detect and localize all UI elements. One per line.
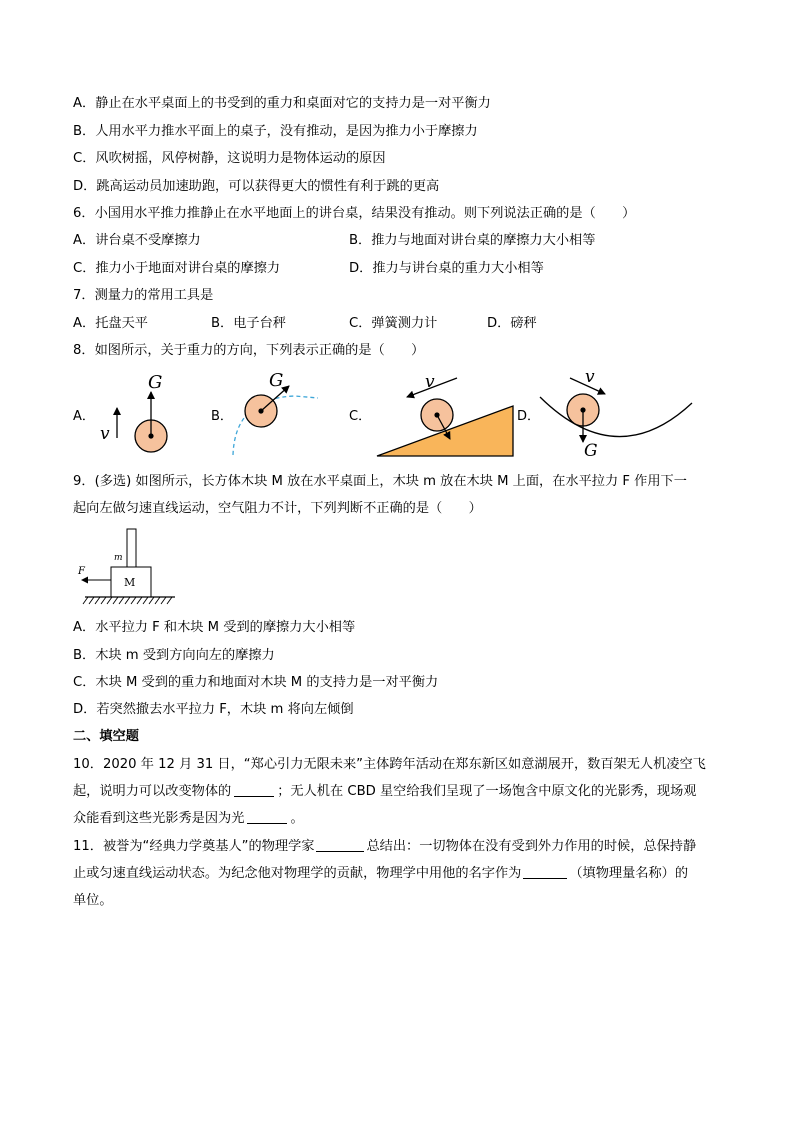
q8-label-c: C． xyxy=(349,409,372,424)
q11-blank-1[interactable] xyxy=(316,839,364,852)
q8-figure-d xyxy=(540,367,692,460)
q5-option-d: D．跳高运动员加速助跑，可以获得更大的惯性有利于跳的更高 xyxy=(73,179,440,194)
q11-text-2b: （填物理量名称）的 xyxy=(569,866,689,881)
q9-option-c: C．木块 M 受到的重力和地面对木块 M 的支持力是一对平衡力 xyxy=(73,675,439,690)
block-m xyxy=(127,529,136,567)
q6-option-d: D．推力与讲台桌的重力大小相等 xyxy=(349,261,544,276)
q9-option-b: B．木块 m 受到方向向左的摩擦力 xyxy=(73,648,275,663)
q11-text-1a: 11．被誉为“经典力学奠基人”的物理学家 xyxy=(73,839,315,854)
q10-line3 xyxy=(73,810,304,828)
q8-figures xyxy=(0,360,794,460)
velocity-symbol: v xyxy=(425,372,435,392)
q11-blank-2[interactable] xyxy=(523,866,567,879)
q5-option-a: A．静止在水平桌面上的书受到的重力和桌面对它的支持力是一对平衡力 xyxy=(73,96,491,111)
gravity-symbol: G xyxy=(148,372,163,393)
q9-option-d: D．若突然撤去水平拉力 F，木块 m 将向左倾倒 xyxy=(73,702,354,717)
q10-text-3b: 。 xyxy=(290,811,304,826)
q11-text-1b: 总结出：一切物体在没有受到外力作用的时候，总保持静 xyxy=(366,839,697,854)
force-symbol: F xyxy=(78,566,85,577)
q9-stem-line2: 起向左做匀速直线运动，空气阻力不计，下列判断不正确的是（ ） xyxy=(73,501,482,516)
q9-figure xyxy=(70,525,190,610)
q8-figure-b xyxy=(233,370,318,455)
q11-text-2a: 止或匀速直线运动状态。为纪念他对物理学的贡献，物理学中用他的名字作为 xyxy=(73,866,522,881)
q6-option-c: C．推力小于地面对讲台桌的摩擦力 xyxy=(73,261,281,276)
block-big-m-label: M xyxy=(124,576,136,589)
q9-option-a: A．水平拉力 F 和木块 M 受到的摩擦力大小相等 xyxy=(73,620,356,635)
velocity-symbol: v xyxy=(100,424,110,444)
q8-stem: 8．如图所示，关于重力的方向，下列表示正确的是（ ） xyxy=(73,343,425,358)
q5-option-b: B．人用水平力推水平面上的桌子，没有推动，是因为推力小于摩擦力 xyxy=(73,124,478,139)
q9-stem-line1: 9．(多选) 如图所示，长方体木块 M 放在水平桌面上，木块 m 放在木块 M 上面，在水平拉力 F 作用下一 xyxy=(73,474,687,489)
section-heading: 二、填空题 xyxy=(73,729,139,744)
q11-line1 xyxy=(73,838,696,856)
q7-option-b: B．电子台秤 xyxy=(211,316,286,331)
q10-blank-1[interactable] xyxy=(234,784,274,797)
q8-label-a: A． xyxy=(73,409,95,424)
q10-line1: 10．2020 年 12 月 31 日，“郑心引力无限未来”主体跨年活动在郑东新区如意湖展开，数百架无人机凌空飞 xyxy=(73,757,706,772)
q8-figure-c xyxy=(377,372,513,456)
q10-text-3a: 众能看到这些光影秀是因为光 xyxy=(73,811,245,826)
gravity-symbol: G xyxy=(269,370,284,391)
q8-label-d: D． xyxy=(517,409,541,424)
q10-blank-2[interactable] xyxy=(247,811,287,824)
q10-text-2b: ；无人机在 CBD 星空给我们呈现了一场饱含中原文化的光影秀，现场观 xyxy=(277,784,697,799)
q6-stem: 6．小国用水平推力推静止在水平地面上的讲台桌，结果没有推动。则下列说法正确的是（ ） xyxy=(73,206,636,221)
q5-option-c: C．风吹树摇，风停树静，这说明力是物体运动的原因 xyxy=(73,151,386,166)
block-m-label: m xyxy=(114,553,123,563)
q11-line3: 单位。 xyxy=(73,893,113,908)
gravity-symbol: G xyxy=(584,441,598,460)
q10-text-2a: 起，说明力可以改变物体的 xyxy=(73,784,232,799)
q6-option-a: A．讲台桌不受摩擦力 xyxy=(73,233,201,248)
q7-stem: 7．测量力的常用工具是 xyxy=(73,288,214,303)
ground-hatch xyxy=(83,597,172,604)
q6-option-b: B．推力与地面对讲台桌的摩擦力大小相等 xyxy=(349,233,596,248)
q11-line2 xyxy=(73,865,688,883)
q7-option-c: C．弹簧测力计 xyxy=(349,316,438,331)
q7-option-d: D．磅秤 xyxy=(487,316,537,331)
q8-label-b: B． xyxy=(211,409,233,424)
q10-line2 xyxy=(73,783,696,801)
q7-option-a: A．托盘天平 xyxy=(73,316,148,331)
curved-track xyxy=(540,397,692,437)
q8-figure-a xyxy=(100,372,167,452)
velocity-symbol: v xyxy=(585,367,595,387)
